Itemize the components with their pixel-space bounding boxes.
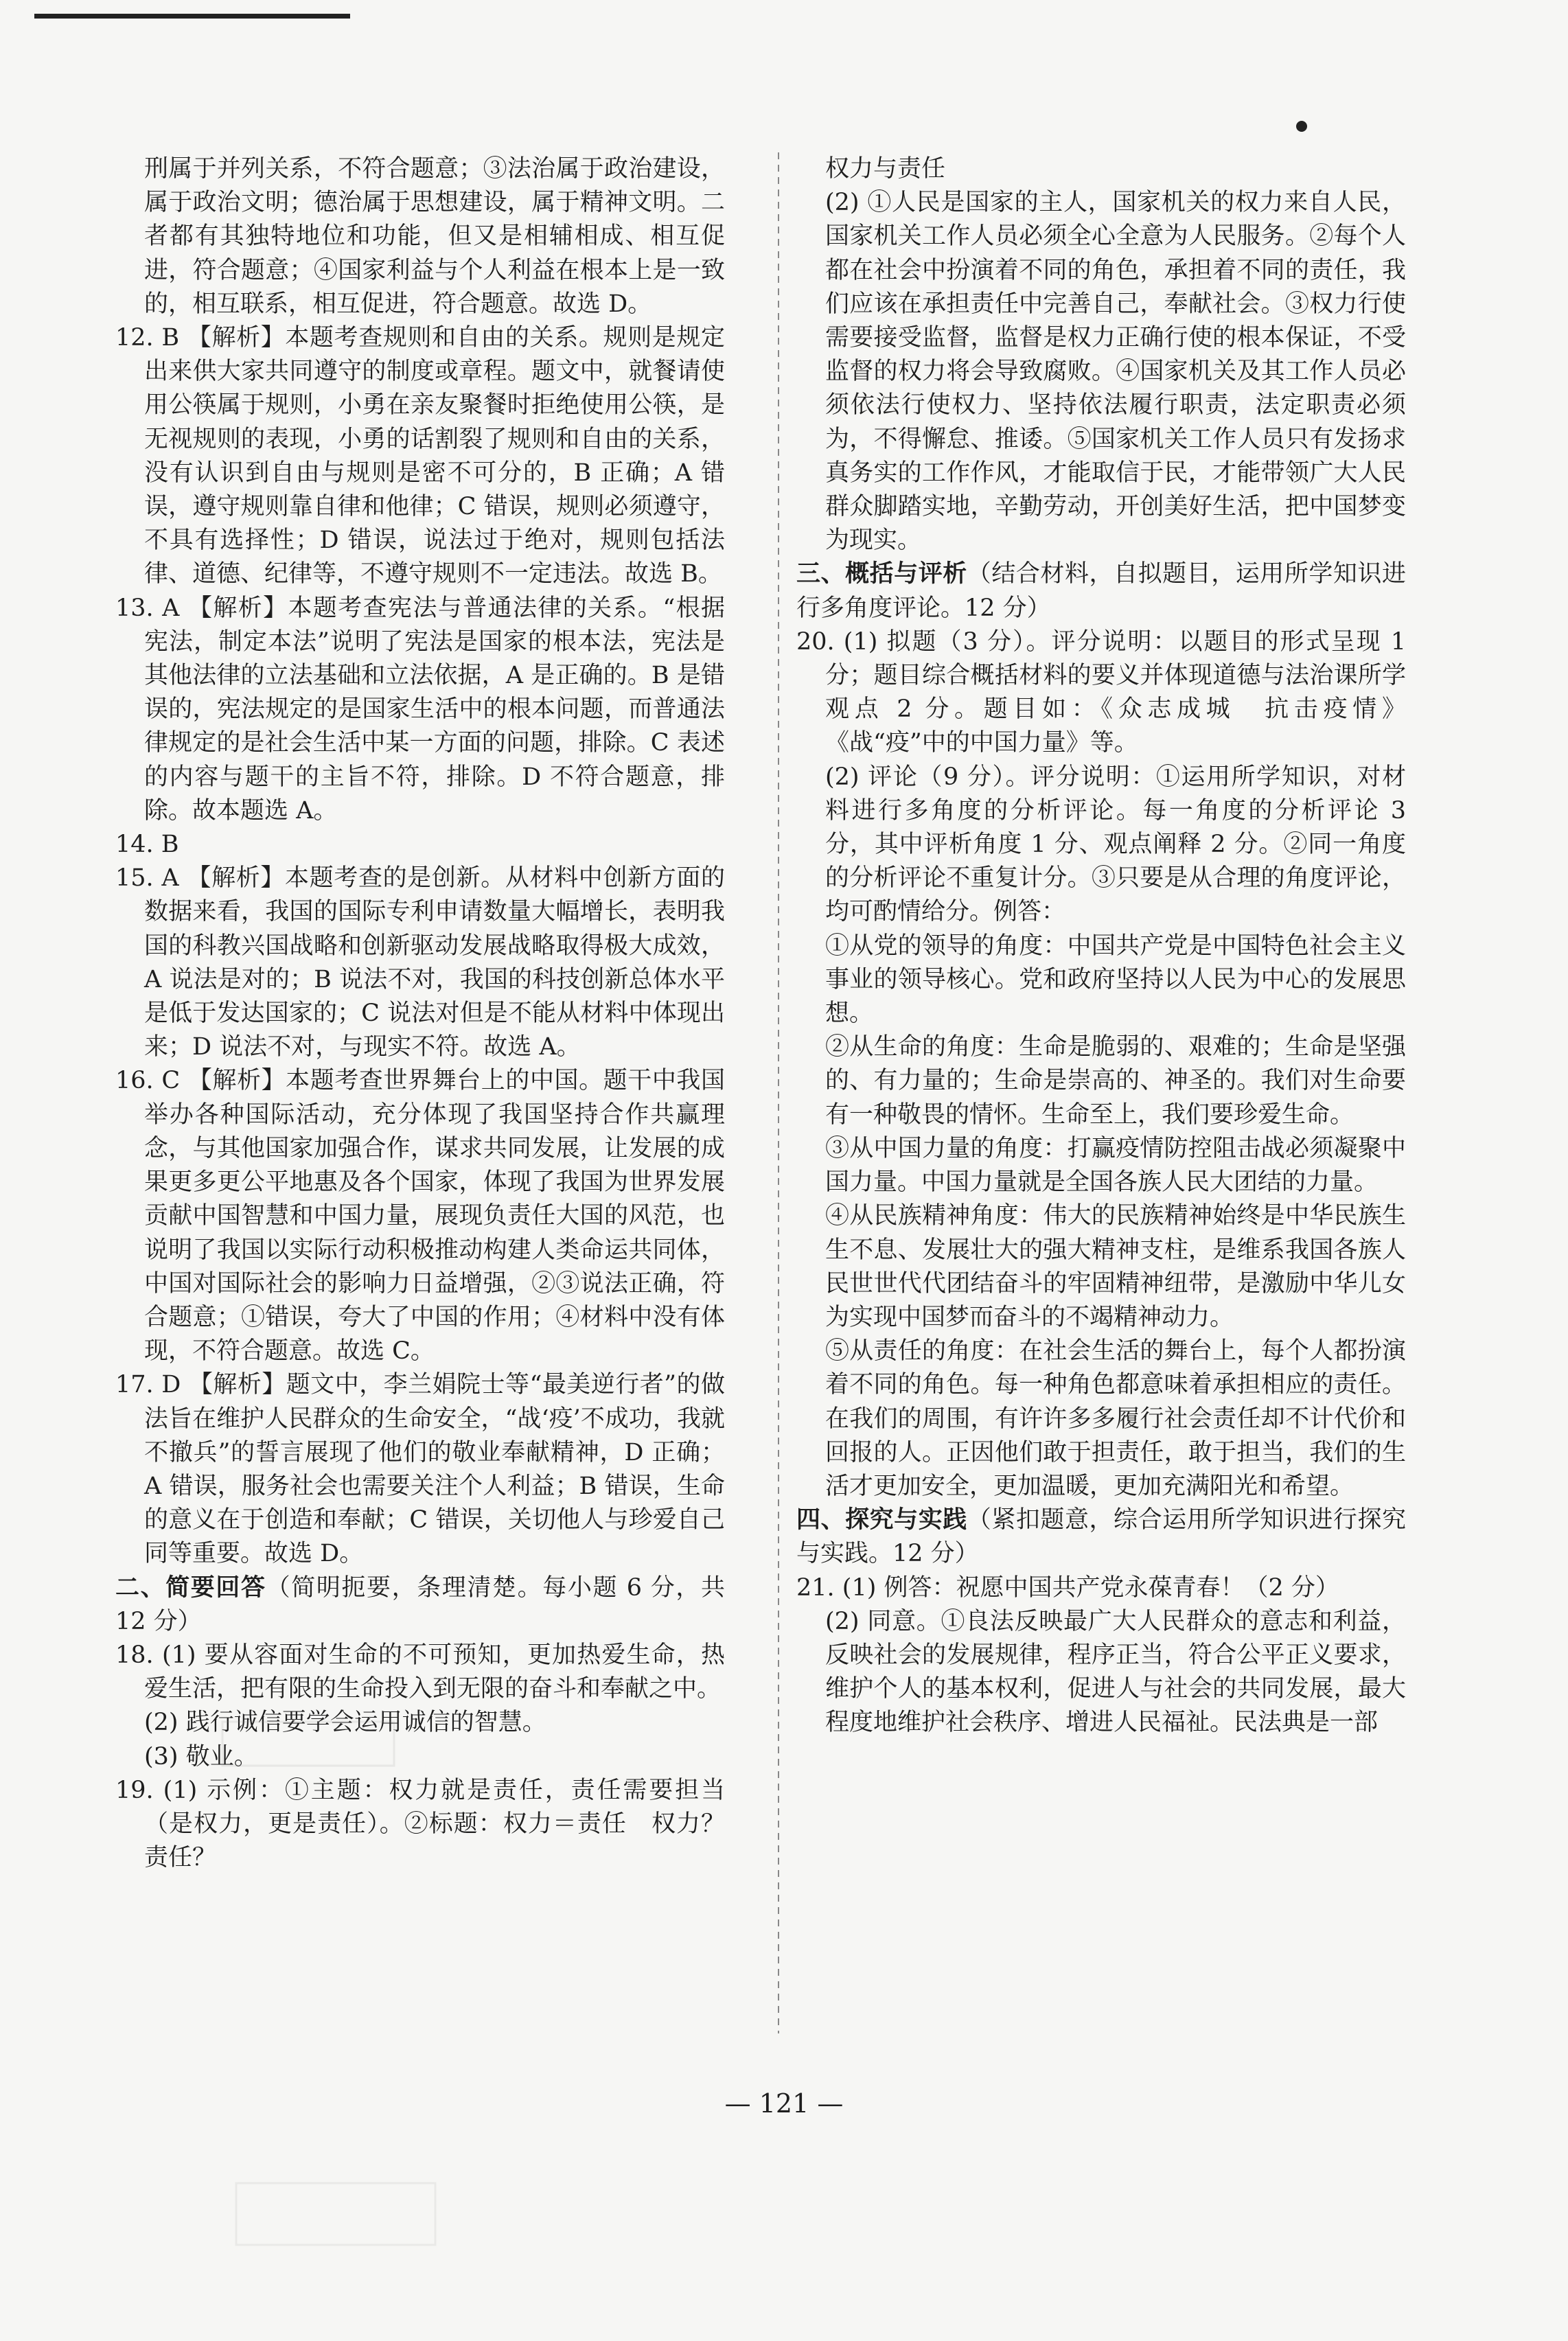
paragraph-text: ④从民族精神角度：伟大的民族精神始终是中华民族生生不息、发展壮大的强大精神支柱，是维系我国各族人民世世代代团结奋斗的牢固精神纽带，是激励中华儿女为实现中国梦而奋斗的不竭精神动力。	[825, 1202, 1406, 1331]
paragraph-text: 20. (1) 拟题（3 分）。评分说明：以题目的形式呈现 1 分；题目综合概括材料的要义并体现道德与法治课所学观点 2 分。题目如：《众志成城 抗击疫情》《战“疫”中的中国力量》等。	[796, 627, 1406, 757]
ink-dot	[1296, 121, 1307, 132]
watermark-mark	[220, 1716, 398, 1771]
left-column	[115, 152, 725, 1875]
left-paragraph	[115, 1639, 725, 1706]
paragraph-text: 权力与责任	[825, 155, 946, 183]
right-paragraph	[796, 1030, 1406, 1132]
right-paragraph	[796, 1571, 1406, 1605]
left-paragraph	[115, 592, 725, 828]
paragraph-text: 17. D 【解析】题文中，李兰娟院士等“最美逆行者”的做法旨在维护人民群众的生命安全，“战‘疫’不成功，我就不撤兵”的誓言展现了他们的敬业奉献精神，D 正确；A 错误，服务社会也需要关注个人利益；B 错误，生命的意义在于创造和奉献；C 错误，关切他人与珍爱自己同等重要。故选 D。	[115, 1371, 725, 1568]
paragraph-text: 21. (1) 例答：祝愿中国共产党永葆青春！（2 分）	[796, 1573, 1339, 1602]
left-paragraph	[115, 1368, 725, 1571]
left-paragraph	[115, 1064, 725, 1368]
section-heading: 二、简要回答	[115, 1573, 266, 1602]
paragraph-text: ②从生命的角度：生命是脆弱的、艰难的；生命是坚强的、有力量的；生命是崇高的、神圣的。我们对生命要有一种敬畏的情怀。生命至上，我们要珍爱生命。	[825, 1033, 1406, 1129]
paragraph-text: 12. B 【解析】本题考查规则和自由的关系。规则是规定出来供大家共同遵守的制度或章程。题文中，就餐请使用公筷属于规则，小勇在亲友聚餐时拒绝使用公筷，是无视规则的表现，小勇的话割裂了规则和自由的关系，没有认识到自由与规则是密不可分的，B 正确；A 错误，遵守规则靠自律和他律；C 错误，规则必须遵守，不具有选择性；D 错误，说法过于绝对，规则包括法律、道德、纪律等，不遵守规则不一定违法。故选 B。	[115, 324, 725, 588]
paragraph-text: （简明扼要，条理清楚。每小题 6 分，共 12 分）	[115, 1573, 725, 1635]
paragraph-text: （结合材料，自拟题目，运用所学知识进行多角度评论。12 分）	[796, 560, 1406, 622]
section-heading: 四、探究与实践	[796, 1506, 967, 1534]
paragraph-text: 14. B	[115, 831, 179, 859]
paragraph-text: 13. A 【解析】本题考查宪法与普通法律的关系。“根据宪法，制定本法”说明了宪法是国家的根本法，宪法是其他法律的立法基础和立法依据，A 是正确的。B 是错误的，宪法规定的是国家生活中的根本问题，而普通法律规定的是社会生活中某一方面的问题，排除。C 表述的内容与题干的主旨不符，排除。D 不符合题意，排除。故本题选 A。	[115, 594, 725, 824]
right-paragraph	[796, 1132, 1406, 1199]
right-column	[796, 152, 1406, 1740]
paragraph-text: ⑤从责任的角度：在社会生活的舞台上，每个人都扮演着不同的角色。每一种角色都意味着承担相应的责任。在我们的周围，有许许多多履行社会责任却不计代价和回报的人。正因他们敢于担责任，敢于担当，我们的生活才更加安全，更加温暖，更加充满阳光和希望。	[825, 1337, 1406, 1500]
paragraph-text: 15. A 【解析】本题考查的是创新。从材料中创新方面的数据来看，我国的国际专利申请数量大幅增长，表明我国的科教兴国战略和创新驱动发展战略取得极大成效，A 说法是对的；B 说法不对，我国的科技创新总体水平是低于发达国家的；C 说法对但是不能从材料中体现出来；D 说法不对，与现实不符。故选 A。	[115, 864, 725, 1061]
right-paragraph	[796, 1199, 1406, 1335]
paragraph-text: （紧扣题意，综合运用所学知识进行探究与实践。12 分）	[796, 1506, 1406, 1568]
paragraph-text: (2) 践行诚信要学会运用诚信的智慧。	[144, 1709, 546, 1737]
right-paragraph	[796, 557, 1406, 625]
column-divider	[778, 152, 779, 2033]
left-paragraph	[115, 1774, 725, 1876]
watermark-faint	[220, 1716, 398, 1783]
paragraph-text: 16. C 【解析】本题考查世界舞台上的中国。题干中我国举办各种国际活动，充分体现了我国坚持合作共赢理念，与其他国家加强合作，谋求共同发展，让发展的成果更多更公平地惠及各个国家，体现了我国为世界发展贡献中国智慧和中国力量，展现负责任大国的风范，也说明了我国以实际行动积极推动构建人类命运共同体，中国对国际社会的影响力日益增强，②③说法正确，符合题意；①错误，夸大了中国的作用；④材料中没有体现，不符合题意。故选 C。	[115, 1067, 725, 1365]
right-paragraph	[796, 930, 1406, 1031]
right-paragraph	[796, 625, 1406, 761]
paragraph-text: 19. (1) 示例：①主题：权力就是责任，责任需要担当（是权力，更是责任）。②标题：权力＝责任 权力？责任？	[115, 1776, 725, 1872]
paragraph-text: (2) ①人民是国家的主人，国家机关的权力来自人民，国家机关工作人员必须全心全意为人民服务。②每个人都在社会中扮演着不同的角色，承担着不同的责任，我们应该在承担责任中完善自己，奉献社会。③权力行使需要接受监督，监督是权力正确行使的根本保证，不受监督的权力将会导致腐败。④国家机关及其工作人员必须依法行使权力、坚持依法履行职责，法定职责必须为，不得懈怠、推诿。⑤国家机关工作人员只有发扬求真务实的工作作风，才能取信于民，才能带领广大人民群众脚踏实地，辛勤劳动，开创美好生活，把中国梦变为现实。	[825, 189, 1406, 555]
left-paragraph	[115, 1740, 725, 1774]
left-paragraph	[115, 1571, 725, 1639]
right-paragraph	[796, 186, 1406, 557]
left-paragraph	[115, 862, 725, 1064]
left-paragraph	[115, 152, 725, 321]
paragraph-text: ③从中国力量的角度：打赢疫情防控阻击战必须凝聚中国力量。中国力量就是全国各族人民大团结的力量。	[825, 1134, 1406, 1197]
left-paragraph	[115, 1706, 725, 1740]
right-paragraph	[796, 761, 1406, 930]
paragraph-text: 18. (1) 要从容面对生命的不可预知，更加热爱生命，热爱生活，把有限的生命投入到无限的奋斗和奉献之中。	[115, 1641, 725, 1703]
right-paragraph	[796, 1335, 1406, 1503]
top-rule	[34, 14, 350, 19]
right-paragraph	[796, 152, 1406, 186]
paragraph-text: ①从党的领导的角度：中国共产党是中国特色社会主义事业的领导核心。党和政府坚持以人民为中心的发展思想。	[825, 932, 1406, 1028]
watermark-bottom	[233, 2176, 439, 2267]
left-paragraph	[115, 321, 725, 592]
watermark-mark-bottom	[233, 2176, 439, 2252]
paragraph-text: (2) 评论（9 分）。评分说明：①运用所学知识，对材料进行多角度的分析评论。每一角度的分析评论 3 分，其中评析角度 1 分、观点阐释 2 分。②同一角度的分析评论不重复计分。③只要是从合理的角度评论，均可酌情给分。例答：	[825, 763, 1406, 926]
page-number: — 121 —	[724, 2088, 844, 2119]
left-paragraph	[115, 828, 725, 862]
right-paragraph	[796, 1503, 1406, 1571]
paragraph-text: (3) 敬业。	[144, 1742, 258, 1771]
section-heading: 三、概括与评析	[796, 560, 967, 588]
paragraph-text: 刑属于并列关系，不符合题意；③法治属于政治建设，属于政治文明；德治属于思想建设，属于精神文明。二者都有其独特地位和功能，但又是相辅相成、相互促进，符合题意；④国家利益与个人利益在根本上是一致的，相互联系，相互促进，符合题意。故选 D。	[144, 155, 725, 318]
paragraph-text: (2) 同意。①良法反映最广大人民群众的意志和利益，反映社会的发展规律，程序正当，符合公平正义要求，维护个人的基本权利，促进人与社会的共同发展，最大程度地维护社会秩序、增进人民福祉。民法典是一部	[825, 1607, 1406, 1737]
right-paragraph	[796, 1605, 1406, 1740]
